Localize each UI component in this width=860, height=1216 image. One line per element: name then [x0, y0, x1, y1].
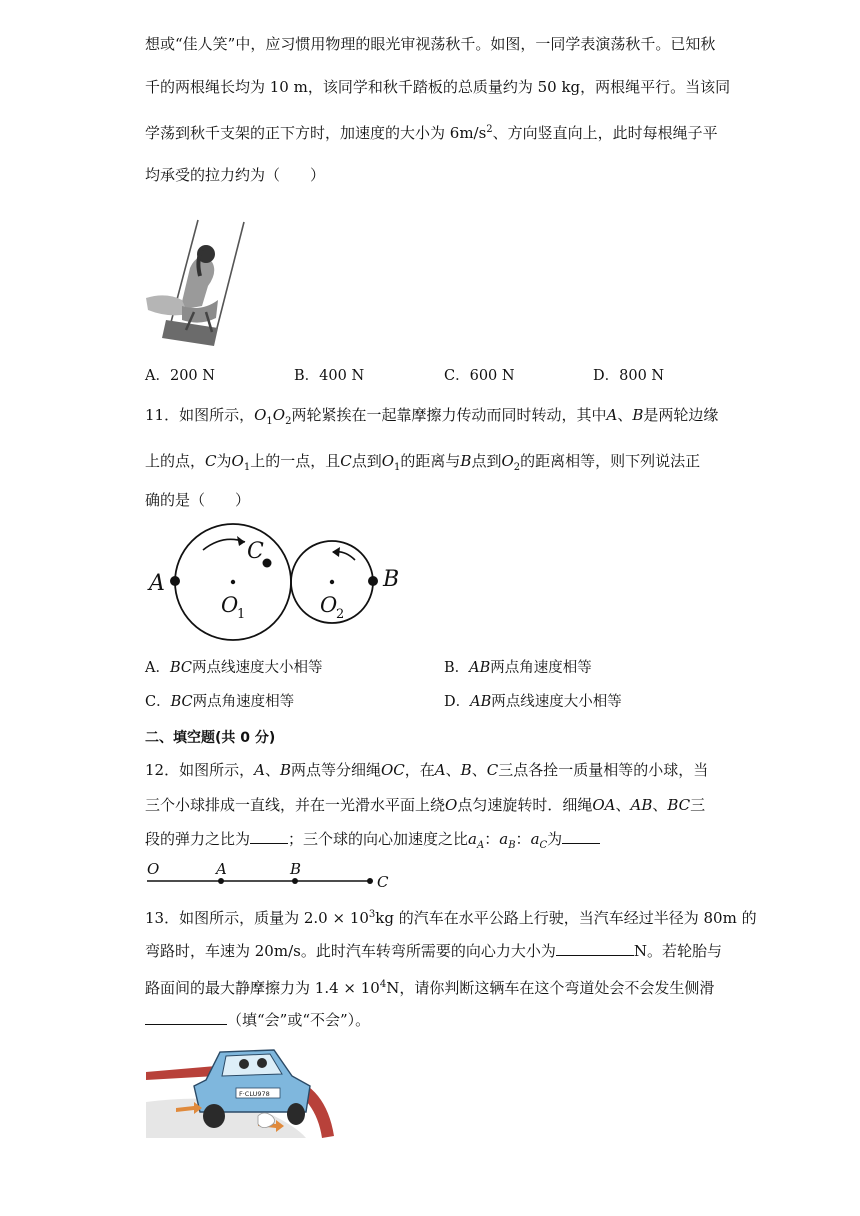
- wheel-label-o2: O: [320, 593, 338, 617]
- wheel-label-o1: O: [221, 593, 239, 617]
- car-figure: [146, 1046, 336, 1138]
- q11-option-d: D．AB两点线速度大小相等: [444, 694, 622, 710]
- q10-option-b: B．400 N: [294, 368, 365, 384]
- q10-line-3b: 、方向竖直向上，此时每根绳子平: [492, 124, 718, 142]
- rope-label-b: B: [290, 860, 302, 878]
- swing-figure: [146, 216, 246, 348]
- rope-label-a: A: [216, 860, 227, 878]
- car-plate-text: F·CLU978: [239, 1090, 270, 1098]
- q11-line-3: 确的是（ ）: [145, 491, 251, 509]
- q10-line-4: 均承受的拉力约为（ ）: [145, 166, 326, 184]
- q13-blank-1[interactable]: [556, 941, 634, 956]
- q12-blank-2[interactable]: [562, 829, 600, 844]
- rope-label-o: O: [147, 860, 160, 878]
- q10-unit-exponent: 2: [486, 124, 493, 135]
- q12-blank-1[interactable]: [250, 829, 288, 844]
- q12-line-3: 段的弹力之比为 ；三个球的向心加速度之比$a_A$：$a_B$：$a_C$为: [145, 829, 600, 856]
- q12-line-2: 三个小球排成一直线，并在一光滑水平面上绕O点匀速旋转时．细绳OA、AB、BC三: [145, 796, 706, 814]
- q10-line-3a: 学荡到秋千支架的正下方时，加速度的大小为 6m/s: [145, 124, 487, 142]
- q10-line-2: 千的两根绳长均为 10 m，该同学和秋千踏板的总质量约为 50 kg，两根绳平行。当该同: [145, 78, 731, 96]
- rope-label-c: C: [377, 873, 389, 890]
- q11-option-b: B．AB两点角速度相等: [444, 660, 592, 676]
- q13-line-3: 路面间的最大静摩擦力为 $1.4 \times 10^4N$，请你判断这辆车在这个弯道处会不会发生侧滑: [145, 979, 715, 997]
- wheel-label-b: B: [383, 567, 400, 592]
- q10-line-1: 想或“佳人笑”中，应习惯用物理的眼光审视荡秋千。如图，一同学表演荡秋千。已知秋: [145, 35, 716, 53]
- wheel-label-a: A: [149, 571, 165, 596]
- q10-line-3: [145, 120, 718, 143]
- q11-line-2: 上的点，C为$O_1$上的一点，且C点到$O_1$的距离与B点到$O_2$的距离相等，则下列说法正: [145, 452, 701, 473]
- wheel-label-o2-sub: 2: [336, 607, 345, 622]
- q13-line-2: 弯路时，车速为 20m/s。此时汽车转弯所需要的向心力大小为 N。若轮胎与: [145, 942, 722, 960]
- wheel-label-c: C: [247, 539, 264, 564]
- q12-line-1: 12．如图所示，A、B两点等分细绳OC，在A、B、C三点各拴一质量相等的小球，当: [145, 761, 709, 779]
- rope-figure: [145, 860, 395, 890]
- q11-option-a: A．BC两点线速度大小相等: [145, 660, 323, 676]
- q13-line-1: 13．如图所示，质量为 $2.0 \times 10^3kg$ 的汽车在水平公路上行驶，当汽车经过半径为 80m 的: [145, 909, 757, 927]
- q11-option-c: C．BC两点角速度相等: [145, 694, 295, 710]
- wheels-figure: [145, 520, 405, 650]
- q13-blank-2[interactable]: [145, 1010, 227, 1025]
- q10-option-d: D．800 N: [593, 368, 665, 384]
- q10-option-a: A．200 N: [145, 368, 215, 384]
- section-heading-fill-blank: 二、填空题(共 0 分): [145, 730, 276, 746]
- q13-line-4: （填“会”或“不会”）。: [145, 1010, 370, 1030]
- q10-option-c: C．600 N: [444, 368, 515, 384]
- q11-line-1: 11．如图所示，$O_1O_2$两轮紧挨在一起靠摩擦力传动而同时转动，其中A、B是两轮边缘: [145, 406, 719, 427]
- wheel-label-o1-sub: 1: [237, 607, 246, 622]
